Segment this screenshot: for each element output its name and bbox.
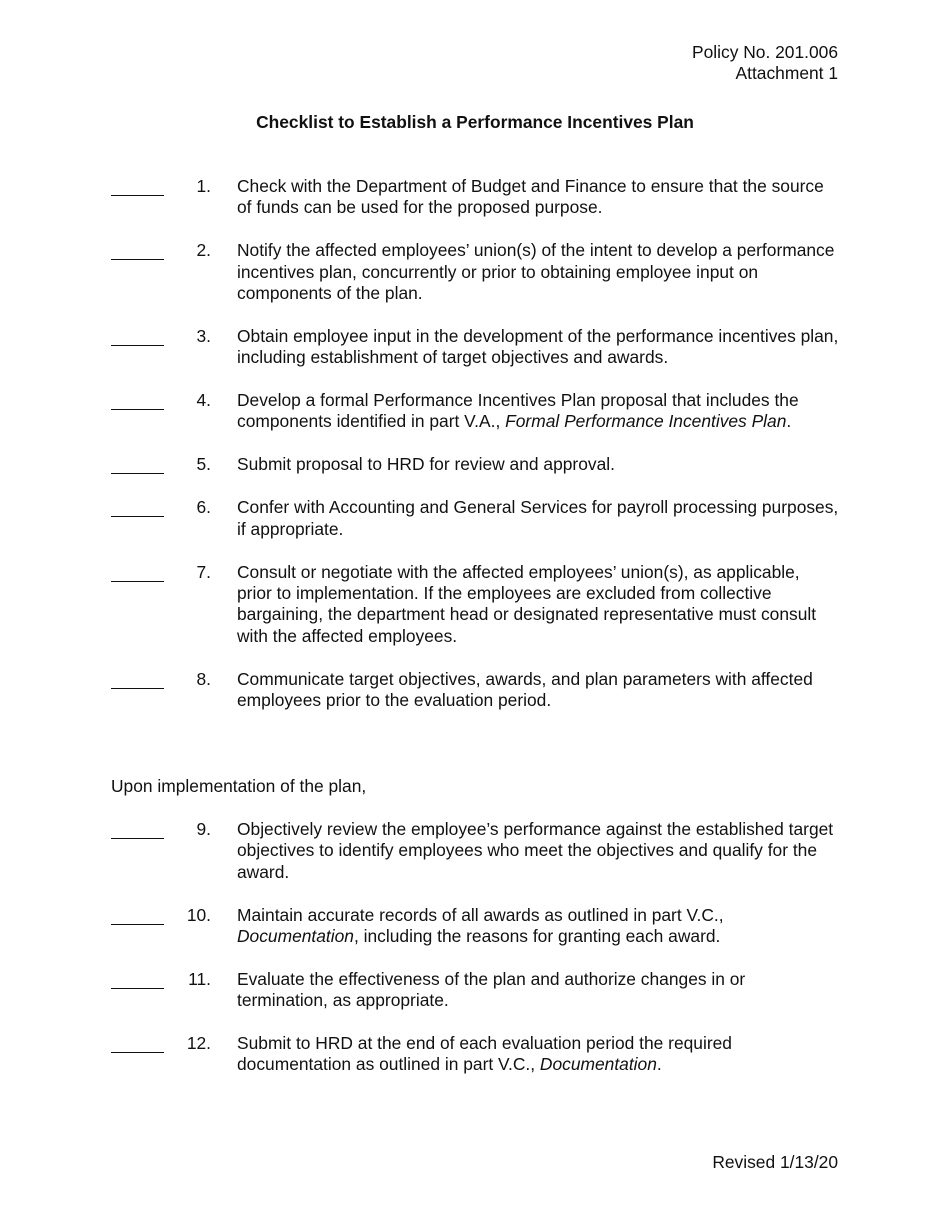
check-blank[interactable] [111,819,164,840]
document-header [692,42,838,85]
item-number: 5. [196,454,211,475]
item-number: 7. [196,561,211,582]
checklist-item [111,562,839,647]
check-blank[interactable] [111,562,164,583]
check-blank[interactable] [111,454,164,475]
revision-date: Revised 1/13/20 [712,1152,838,1172]
item-text: Communicate target objectives, awards, and plan parameters with affected employees prior to the evaluation period. [237,668,813,710]
item-text: Maintain accurate records of all awards as outlined in part V.C., Documentation, including the reasons for granting each award. [237,904,724,946]
check-blank[interactable] [111,905,164,926]
item-number: 9. [196,819,211,839]
check-blank[interactable] [111,390,164,411]
item-number: 12. [186,1033,211,1054]
check-blank[interactable] [111,497,164,518]
checklist-item [111,240,839,304]
policy-number: Policy No. 201.006 [692,42,838,62]
item-number: 11. [188,968,211,989]
check-blank[interactable] [111,969,164,990]
item-text: Submit proposal to HRD for review and approval. [237,454,615,475]
checklist-item [111,969,839,1012]
check-blank[interactable] [111,176,164,197]
checklist-item [111,326,839,369]
page-title: Checklist to Establish a Performance Incentives Plan [256,112,694,132]
item-number: 1. [196,176,211,196]
checklist-part-1 [111,176,839,733]
item-text: Check with the Department of Budget and Finance to ensure that the source of funds can be used for the proposed purpose. [237,176,824,218]
checklist-part-2 [111,819,839,1097]
item-number: 3. [196,325,211,346]
item-text: Obtain employee input in the development of the performance incentives plan, including establishment of target objectives and awards. [237,325,839,368]
item-text: Notify the affected employees’ union(s) of the intent to develop a performance incentives plan, concurrently or prior to obtaining employee input on components of the plan. [237,240,835,303]
item-text: Confer with Accounting and General Services for payroll processing purposes, if appropriate. [237,497,839,539]
checklist-item [111,669,839,712]
item-text: Develop a formal Performance Incentives Plan proposal that includes the components identified in part V.A., Formal Performance Incentives Plan. [237,390,799,432]
checklist-item [111,176,839,219]
item-number: 6. [196,497,211,518]
checklist-item [111,905,839,948]
checklist-item [111,1033,839,1076]
item-text: Submit to HRD at the end of each evaluation period the required documentation as outlined in part V.C., Documentation. [237,1033,732,1075]
implementation-intro: Upon implementation of the plan, [111,776,367,796]
check-blank[interactable] [111,240,164,261]
attachment-label: Attachment 1 [735,63,838,84]
checklist-item [111,390,839,433]
item-number: 4. [196,390,211,411]
item-number: 2. [196,240,211,261]
item-number: 8. [196,668,211,689]
checklist-item [111,454,839,475]
checklist-item [111,819,839,883]
item-number: 10. [186,904,211,925]
item-text: Objectively review the employee’s performance against the established target objectives to identify employees who meet the objectives and qualify for the award. [237,819,834,882]
item-text: Evaluate the effectiveness of the plan and authorize changes in or termination, as appropriate. [237,968,746,1011]
checklist-item [111,497,839,540]
item-text: Consult or negotiate with the affected employees’ union(s), as applicable, prior to implementation. If the employees are excluded from collective bargaining, the department head or designated representative must consult with the affected employees. [237,561,817,646]
check-blank[interactable] [111,326,164,347]
check-blank[interactable] [111,669,164,690]
check-blank[interactable] [111,1033,164,1054]
